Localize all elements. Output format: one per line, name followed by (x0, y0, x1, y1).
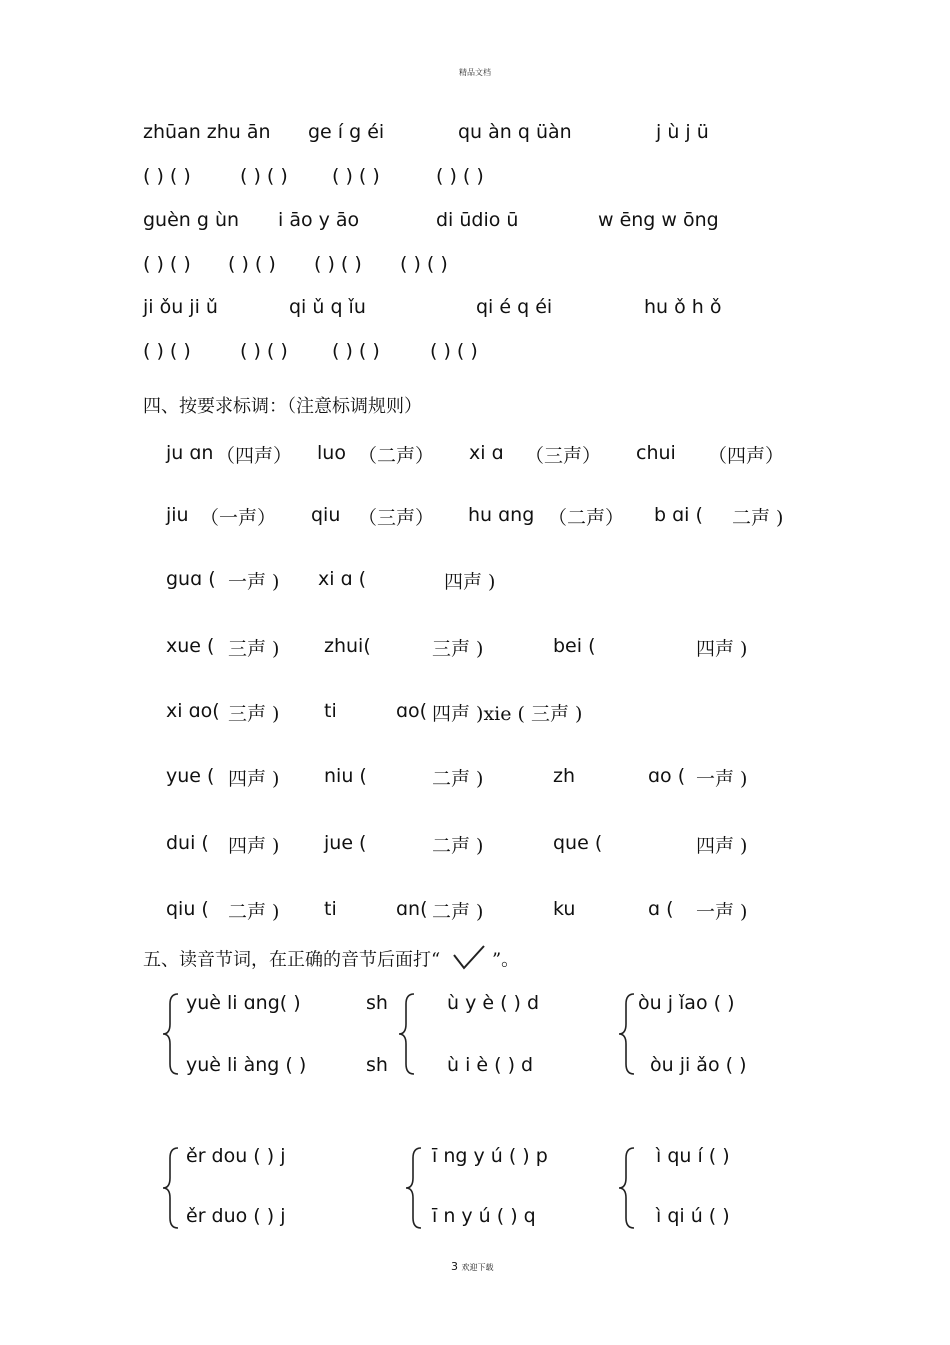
left-brace-icon (160, 1146, 182, 1230)
s4-r1-i2-tone: （二声） (358, 445, 435, 467)
s4-r7-i2-tone: 二声 ) (432, 835, 484, 857)
row2-item-4: w ēng w ōng (598, 209, 719, 231)
s4-r3-i2-tone: 四声 ) (444, 571, 496, 593)
s4-r1-i4-tone: （四声） (708, 445, 785, 467)
row2-blank-2: ( ) ( ) (228, 253, 276, 275)
row3-item-1: ji ǒu ji ǔ (143, 296, 218, 318)
row2-blank-3: ( ) ( ) (314, 253, 362, 275)
left-brace-icon (616, 992, 638, 1076)
row3-blank-2: ( ) ( ) (240, 340, 288, 362)
s4-r8-i3-tone: 二声 ) (432, 901, 484, 923)
s4-r3-i1-pinyin: guɑ ( (166, 568, 216, 590)
s4-r7-i1-tone: 四声 ) (228, 835, 280, 857)
page-header: 精品文档 (459, 68, 491, 77)
footer-text: 欢迎下载 (461, 1263, 494, 1272)
left-brace-icon (396, 992, 418, 1076)
s4-r8-i1-pinyin: qiu ( (166, 898, 209, 920)
row3-item-3: qi é q éi (476, 296, 553, 318)
s4-r2-i4-tone: 二声 ) (732, 507, 784, 529)
s4-r7-i2-pinyin: jue ( (324, 832, 367, 854)
s5-g1-bottom: yuè li àng ( ) (186, 1054, 307, 1076)
s4-r6-i4-pinyin: ɑo ( (648, 765, 686, 787)
s4-r2-i2-tone: （三声） (358, 507, 435, 529)
s4-r8-i3-pinyin: ɑn( (396, 898, 428, 920)
s4-r4-i3-pinyin: bei ( (553, 635, 596, 657)
s4-r4-i1-tone: 三声 ) (228, 638, 280, 660)
s4-r5-i1-tone: 三声 ) (228, 703, 280, 725)
row1-item-2: ge í g éi (308, 121, 385, 143)
row2-item-3: di ūdio ū (436, 209, 519, 231)
s4-r1-i2-pinyin: luo (317, 442, 346, 464)
s4-r1-i3-tone: （三声） (525, 445, 602, 467)
s4-r4-i2-pinyin: zhui( (324, 635, 371, 657)
s4-r3-i2-pinyin: xi ɑ ( (318, 568, 367, 590)
s4-r6-i3-pinyin: zh (553, 765, 576, 787)
s5-g7-top: ì qu í ( ) (656, 1145, 730, 1167)
s4-r8-i4-pinyin: ku (553, 898, 576, 920)
s4-r2-i1-pinyin: jiu (166, 504, 189, 526)
s4-r6-i1-tone: 四声 ) (228, 768, 280, 790)
section-4-title: 四、按要求标调：（注意标调规则） (143, 396, 422, 417)
s4-r8-i5-tone: 一声 ) (696, 901, 748, 923)
s5-g7-bottom: ì qi ú ( ) (656, 1205, 730, 1227)
row2-blank-1: ( ) ( ) (143, 253, 191, 275)
section-5-title-end: ”。 (491, 949, 520, 971)
s5-g2-bottom: sh (366, 1054, 388, 1076)
s4-r5-i3-tone: 四声 )xie ( 三声 ) (432, 703, 583, 725)
s4-r5-i3-pinyin: ɑo( (396, 700, 428, 722)
s4-r6-i1-pinyin: yue ( (166, 765, 215, 787)
s5-g3-top: ù y è ( ) d (447, 992, 540, 1014)
s4-r4-i3-tone: 四声 ) (696, 638, 748, 660)
s4-r6-i2-tone: 二声 ) (432, 768, 484, 790)
s5-g6-bottom: ī n y ú ( ) q (432, 1205, 536, 1227)
s4-r8-i5-pinyin: ɑ ( (648, 898, 674, 920)
row1-blank-4: ( ) ( ) (436, 165, 484, 187)
left-brace-icon (403, 1146, 425, 1230)
s4-r2-i4-pinyin: b ɑi ( (654, 504, 703, 526)
row2-blank-4: ( ) ( ) (400, 253, 448, 275)
s4-r5-i1-pinyin: xi ɑo( (166, 700, 220, 722)
s4-r1-i1-pinyin: ju ɑn (166, 442, 214, 464)
s4-r8-i2-pinyin: ti (324, 898, 337, 920)
s5-g3-bottom: ù i è ( ) d (447, 1054, 534, 1076)
row3-blank-1: ( ) ( ) (143, 340, 191, 362)
row3-blank-4: ( ) ( ) (430, 340, 478, 362)
s4-r2-i1-tone: （一声） (200, 507, 277, 529)
page-number: 3 (451, 1260, 458, 1273)
row3-item-2: qi ǔ q ǐu (289, 296, 366, 318)
row1-blank-1: ( ) ( ) (143, 165, 191, 187)
page-footer (451, 1260, 494, 1273)
s5-g2-top: sh (366, 992, 388, 1014)
row1-item-3: qu àn q üàn (458, 121, 572, 143)
s4-r2-i2-pinyin: qiu (311, 504, 341, 526)
s4-r2-i3-pinyin: hu ɑng (468, 504, 535, 526)
s4-r1-i1-tone: （四声） (216, 445, 293, 467)
s4-r8-i1-tone: 二声 ) (228, 901, 280, 923)
section-5-title-text: 五、读音节词，在正确的音节后面打“ (143, 949, 441, 971)
row1-item-1: zhūan zhu ān (143, 121, 271, 143)
s4-r7-i3-tone: 四声 ) (696, 835, 748, 857)
s4-r6-i4-tone: 一声 ) (696, 768, 748, 790)
s4-r1-i3-pinyin: xi ɑ (469, 442, 504, 464)
row3-item-4: hu ǒ h ǒ (644, 296, 722, 318)
s4-r5-i2-pinyin: ti (324, 700, 337, 722)
s4-r3-i1-tone: 一声 ) (228, 571, 280, 593)
s4-r7-i1-pinyin: dui ( (166, 832, 209, 854)
row1-blank-2: ( ) ( ) (240, 165, 288, 187)
s4-r7-i3-pinyin: que ( (553, 832, 603, 854)
row2-item-1: guèn g ùn (143, 209, 240, 231)
s4-r4-i1-pinyin: xue ( (166, 635, 215, 657)
checkmark-icon (446, 945, 492, 976)
s4-r6-i2-pinyin: niu ( (324, 765, 367, 787)
s5-g4-bottom: òu ji ǎo ( ) (650, 1054, 747, 1076)
left-brace-icon (616, 1146, 638, 1230)
s5-g5-top: ěr dou ( ) j (186, 1145, 286, 1167)
left-brace-icon (160, 992, 182, 1076)
s4-r2-i3-tone: （二声） (548, 507, 625, 529)
row1-blank-3: ( ) ( ) (332, 165, 380, 187)
s5-g1-top: yuè li ɑng( ) (186, 992, 301, 1014)
row3-blank-3: ( ) ( ) (332, 340, 380, 362)
s5-g5-bottom: ěr duo ( ) j (186, 1205, 286, 1227)
s4-r1-i4-pinyin: chui (636, 442, 676, 464)
section-5-title (143, 945, 519, 976)
s5-g6-top: ī ng y ú ( ) p (432, 1145, 548, 1167)
s4-r4-i2-tone: 三声 ) (432, 638, 484, 660)
s5-g4-top: òu j ǐao ( ) (638, 992, 735, 1014)
row1-item-4: j ù j ü (656, 121, 709, 143)
row2-item-2: i āo y āo (278, 209, 360, 231)
